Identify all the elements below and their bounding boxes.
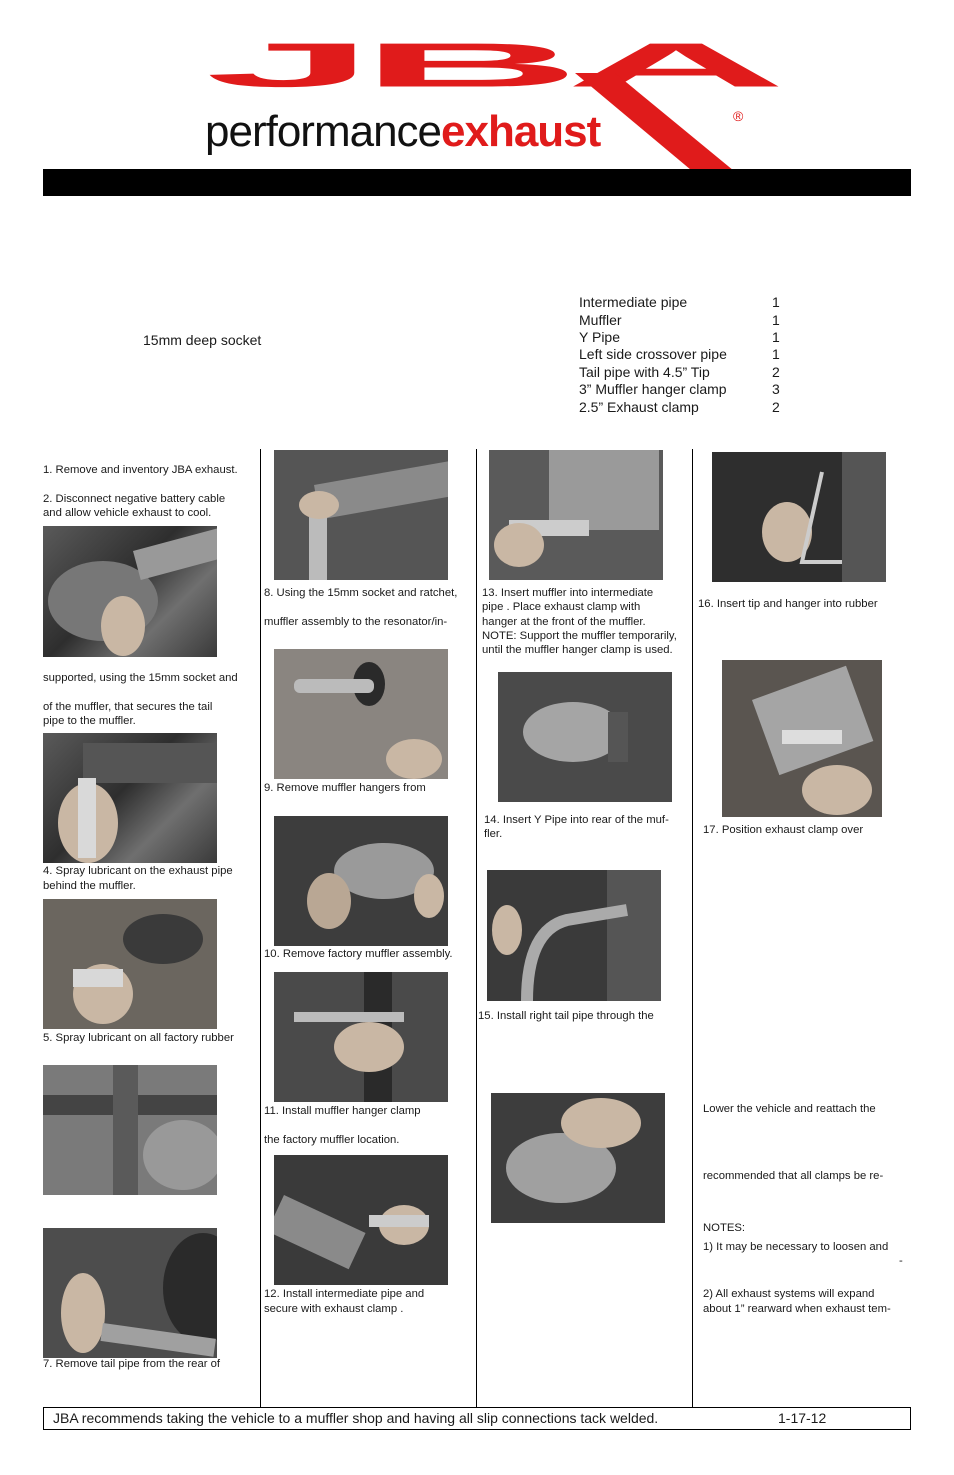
step-photo-4: [43, 733, 217, 863]
parts-list: [579, 294, 799, 419]
step-photo-14: [498, 672, 672, 802]
step-photo-7: [43, 1228, 217, 1358]
step-3-text: supported, using the 15mm socket and: [43, 672, 238, 684]
step-14-text: 14. Insert Y Pipe into rear of the muf-: [484, 814, 669, 826]
logo-sub-bold: exhaust: [441, 107, 601, 156]
step-13-text: pipe . Place exhaust clamp with: [482, 601, 641, 613]
note-1-text: 1) It may be necessary to loosen and: [703, 1241, 889, 1253]
column-divider: [692, 449, 693, 1407]
step-8-text: 8. Using the 15mm socket and ratchet,: [264, 587, 458, 599]
step-photo-15: [487, 870, 661, 1001]
part-row: Left side crossover pipe 1: [579, 346, 780, 362]
title-bar: [43, 169, 911, 196]
part-row: Intermediate pipe 1: [579, 294, 780, 310]
column-divider: [476, 449, 477, 1407]
footer-text: JBA recommends taking the vehicle to a muffler shop and having all slip connections tack welded.: [53, 1410, 659, 1426]
note-2-text: about 1” rearward when exhaust tem-: [703, 1303, 891, 1315]
step-photo-12: [274, 1155, 448, 1285]
logo-sub-plain: performance: [205, 107, 442, 156]
logo-brand: JBA: [205, 30, 772, 101]
step-photo-5: [43, 899, 217, 1029]
step-16-text: 16. Insert tip and hanger into rubber: [698, 598, 878, 610]
step-photo-10: [274, 816, 448, 946]
step-10-text: 10. Remove factory muffler assembly.: [264, 948, 453, 960]
part-row: 3” Muffler hanger clamp 3: [579, 381, 780, 397]
step-11-text: 11. Install muffler hanger clamp: [264, 1105, 421, 1117]
step-8-text: muffler assembly to the resonator/in-: [264, 616, 448, 628]
part-row: Y Pipe 1: [579, 329, 780, 345]
step-3-text: of the muffler, that secures the tail: [43, 701, 213, 713]
step-11-text: the factory muffler location.: [264, 1134, 400, 1146]
recommend-text: recommended that all clamps be re-: [703, 1170, 884, 1182]
note-2-text: 2) All exhaust systems will expand: [703, 1288, 875, 1300]
footer-date: 1-17-12: [778, 1410, 827, 1426]
logo-subtitle: [205, 107, 601, 156]
step-13-text: until the muffler hanger clamp is used.: [482, 644, 673, 656]
step-12-text: 12. Install intermediate pipe and: [264, 1288, 425, 1300]
note-1-dash: -: [899, 1255, 903, 1267]
step-photo-8: [274, 450, 448, 580]
step-17-text: 17. Position exhaust clamp over: [703, 824, 864, 836]
step-photo-3: [43, 526, 217, 657]
step-13-text: NOTE: Support the muffler temporarily,: [482, 630, 677, 642]
step-7-text: 7. Remove tail pipe from the rear of: [43, 1358, 221, 1370]
step-photo-17: [712, 452, 886, 582]
step-photo-6: [43, 1065, 217, 1195]
step-photo-9: [274, 649, 448, 779]
step-4-text: behind the muffler.: [43, 880, 136, 892]
step-13-text: 13. Insert muffler into intermediate: [482, 587, 654, 599]
step-4-text: 4. Spray lubricant on the exhaust pipe: [43, 865, 233, 877]
step-5-text: 5. Spray lubricant on all factory rubber: [43, 1032, 234, 1044]
part-row: 2.5” Exhaust clamp 2: [579, 398, 780, 415]
footer-box: [43, 1407, 911, 1430]
part-row: Tail pipe with 4.5” Tip 2: [579, 364, 780, 380]
step-photo-11: [274, 972, 448, 1102]
part-row: Muffler 1: [579, 311, 780, 328]
step-1-text: 1. Remove and inventory JBA exhaust.: [43, 464, 238, 476]
step-14-text: fler.: [484, 828, 503, 840]
step-9-text: 9. Remove muffler hangers from: [264, 782, 426, 794]
step-photo-18: [722, 660, 882, 817]
registered-mark: ®: [733, 108, 744, 124]
step-3-text: pipe to the muffler.: [43, 715, 136, 727]
column-divider: [260, 449, 261, 1407]
step-2-text: 2. Disconnect negative battery cable: [43, 493, 226, 505]
tool-item: 15mm deep socket: [143, 332, 262, 348]
step-2-text: and allow vehicle exhaust to cool.: [43, 507, 212, 519]
step-13-text: hanger at the front of the muffler.: [482, 616, 646, 628]
logo: [205, 30, 772, 158]
lower-vehicle-text: Lower the vehicle and reattach the: [703, 1103, 876, 1115]
step-photo-13: [489, 450, 663, 580]
notes-heading: NOTES:: [703, 1222, 746, 1234]
step-12-text: secure with exhaust clamp .: [264, 1303, 404, 1315]
step-15-text: 15. Install right tail pipe through the: [478, 1010, 654, 1022]
step-photo-16: [491, 1093, 665, 1223]
